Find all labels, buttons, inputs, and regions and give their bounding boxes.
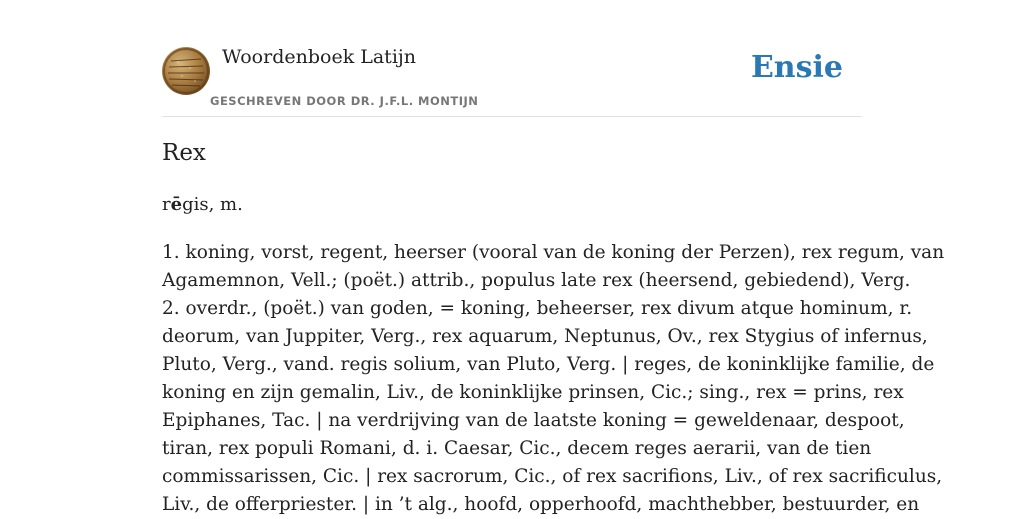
definition-line: tiran, rex populi Romani, d. i. Caesar, Cic., decem reges aerarii, van de tien (162, 438, 872, 459)
definition-line: 1. koning, vorst, regent, heerser (vooral van de koning der Perzen), rex regum, van (162, 242, 945, 263)
definition-line: Epiphanes, Tac. | na verdrijving van de laatste koning = geweldenaar, despoot, (162, 410, 905, 431)
entry-grammar (162, 194, 243, 215)
definition-line: commissarissen, Cic. | rex sacrorum, Cic., of rex sacrifions, Liv., of rex sacrificulus, (162, 466, 943, 487)
definition-line: deorum, van Juppiter, Verg., rex aquarum, Neptunus, Ov., rex Stygius of infernus, (162, 326, 928, 347)
grammar-long-vowel: ē (170, 194, 183, 215)
grammar-prefix: r (162, 194, 171, 215)
ensie-logo[interactable]: Ensie (750, 50, 843, 85)
grammar-suffix: gis, m. (182, 194, 243, 215)
definition-line: Pluto, Verg., vand. regis solium, van Pluto, Verg. | reges, de koninklijke familie, de (162, 354, 935, 375)
entry-headword: Rex (162, 140, 206, 166)
definition-line: Liv., de offerpriester. | in ’t alg., hoofd, opperhoofd, machthebber, bestuurder, en (162, 494, 920, 515)
definition-line: Agamemnon, Vell.; (poët.) attrib., populus late rex (heersend, gebiedend), Verg. (162, 270, 911, 291)
entry-definition (162, 239, 945, 519)
book-title[interactable]: Woordenboek Latijn (222, 46, 417, 68)
site-header (162, 44, 862, 117)
definition-line: koning en zijn gemalin, Liv., de koninklijke prinsen, Cic.; sing., rex = prins, rex (162, 382, 904, 403)
definition-line: 2. overdr., (poët.) van goden, = koning, beheerser, rex divum atque hominum, r. (162, 298, 913, 319)
author-line: GESCHREVEN DOOR DR. J.F.L. MONTIJN (210, 94, 479, 108)
coin-inscription-icon[interactable] (162, 47, 210, 95)
